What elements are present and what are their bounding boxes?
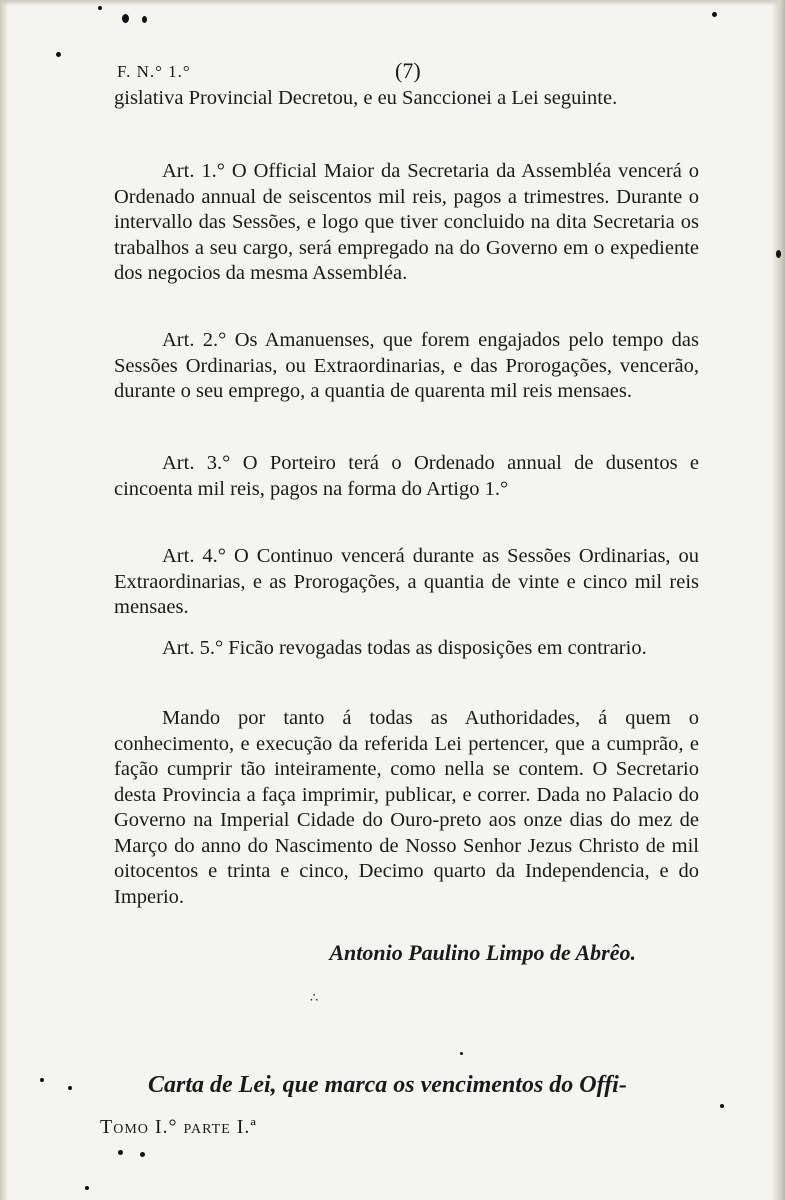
- article-5: [114, 636, 699, 662]
- ink-speck: [776, 250, 781, 258]
- article-label: Art. 4.°: [162, 545, 226, 567]
- ink-speck: [118, 1150, 123, 1155]
- article-4: [114, 544, 699, 621]
- ink-speck: [712, 12, 717, 17]
- article-text: Ficão revogadas todas as disposições em contrario.: [228, 637, 647, 659]
- article-text: O Porteiro terá o Ordenado annual de dusentos e cincoenta mil reis, pagos na forma do Artigo 1.°: [114, 452, 699, 500]
- article-3: [114, 451, 699, 502]
- ink-speck: [720, 1104, 724, 1108]
- closing-text: Mando por tanto á todas as Authoridades, á quem o conhecimento, e execução da referida Lei pertencer, que a cumprão, e fação cumprir tão inteiramente, como nella se contem. O Secretario desta Provincia a faça imprimir, publicar, e correr. Dada no Palacio do Governo na Imperial Cidade do Ouro-preto aos onze dias do mez de Março do anno do Nascimento de Nosso Senhor Jezus Christo de mil oitocentos e trinta e cinco, Decimo quarto da Independencia, e do Imperio.: [114, 707, 699, 908]
- signature: Antonio Paulino Limpo de Abrêo.: [329, 940, 636, 965]
- header-signature-mark: F. N.° 1.°: [117, 62, 191, 81]
- page-edge-right: [771, 0, 785, 1200]
- page-edge-left: [0, 0, 8, 1200]
- article-text: O Official Maior da Secretaria da Assembléa vencerá o Ordenado annual de seiscentos mil reis, pagos a trimestres. Durante o intervallo das Sessões, e logo que tiver concluido na dita Secretaria os trabalhos a seu cargo, será empregado na do Governo em o expediente dos negocios da mesma Assembléa.: [114, 160, 700, 284]
- ink-speck: [68, 1086, 72, 1090]
- article-label: Art. 5.°: [162, 637, 224, 659]
- page-header: [117, 58, 707, 88]
- intro-text: gislativa Provincial Decretou, e eu Sanccionei a Lei seguinte.: [114, 87, 618, 109]
- ink-speck: [98, 6, 102, 10]
- intro-paragraph: [114, 86, 699, 112]
- article-1: [114, 159, 699, 287]
- page-edge-top: [0, 0, 785, 6]
- article-2: [114, 328, 699, 405]
- article-text: Os Amanuenses, que forem engajados pelo tempo das Sessões Ordinarias, ou Extraordinarias, e das Prorogações, vencerão, durante o seu emprego, a quantia de quarenta mil reis mensaes.: [114, 329, 700, 402]
- ink-speck: [40, 1078, 44, 1082]
- article-label: Art. 3.°: [162, 452, 231, 474]
- ink-speck: [56, 52, 61, 57]
- page-number: (7): [395, 58, 421, 83]
- ink-speck: [140, 1152, 145, 1157]
- ink-speck: [460, 1052, 463, 1055]
- footer-next-title: Carta de Lei, que marca os vencimentos do Offi-: [148, 1072, 627, 1098]
- ink-speck: [122, 14, 129, 23]
- ink-speck: [142, 16, 147, 23]
- article-label: Art. 2.°: [162, 329, 227, 351]
- closing-paragraph: [114, 706, 699, 910]
- ink-speck: [85, 1186, 89, 1190]
- article-text: O Continuo vencerá durante as Sessões Ordinarias, ou Extraordinarias, e as Prorogações, a quantia de vinte e cinco mil reis mensaes.: [114, 545, 700, 618]
- article-label: Art. 1.°: [162, 160, 225, 182]
- footer-volume-mark: Tomo I.° parte I.ª: [100, 1116, 257, 1138]
- ornament-mark: ∴: [310, 990, 319, 1005]
